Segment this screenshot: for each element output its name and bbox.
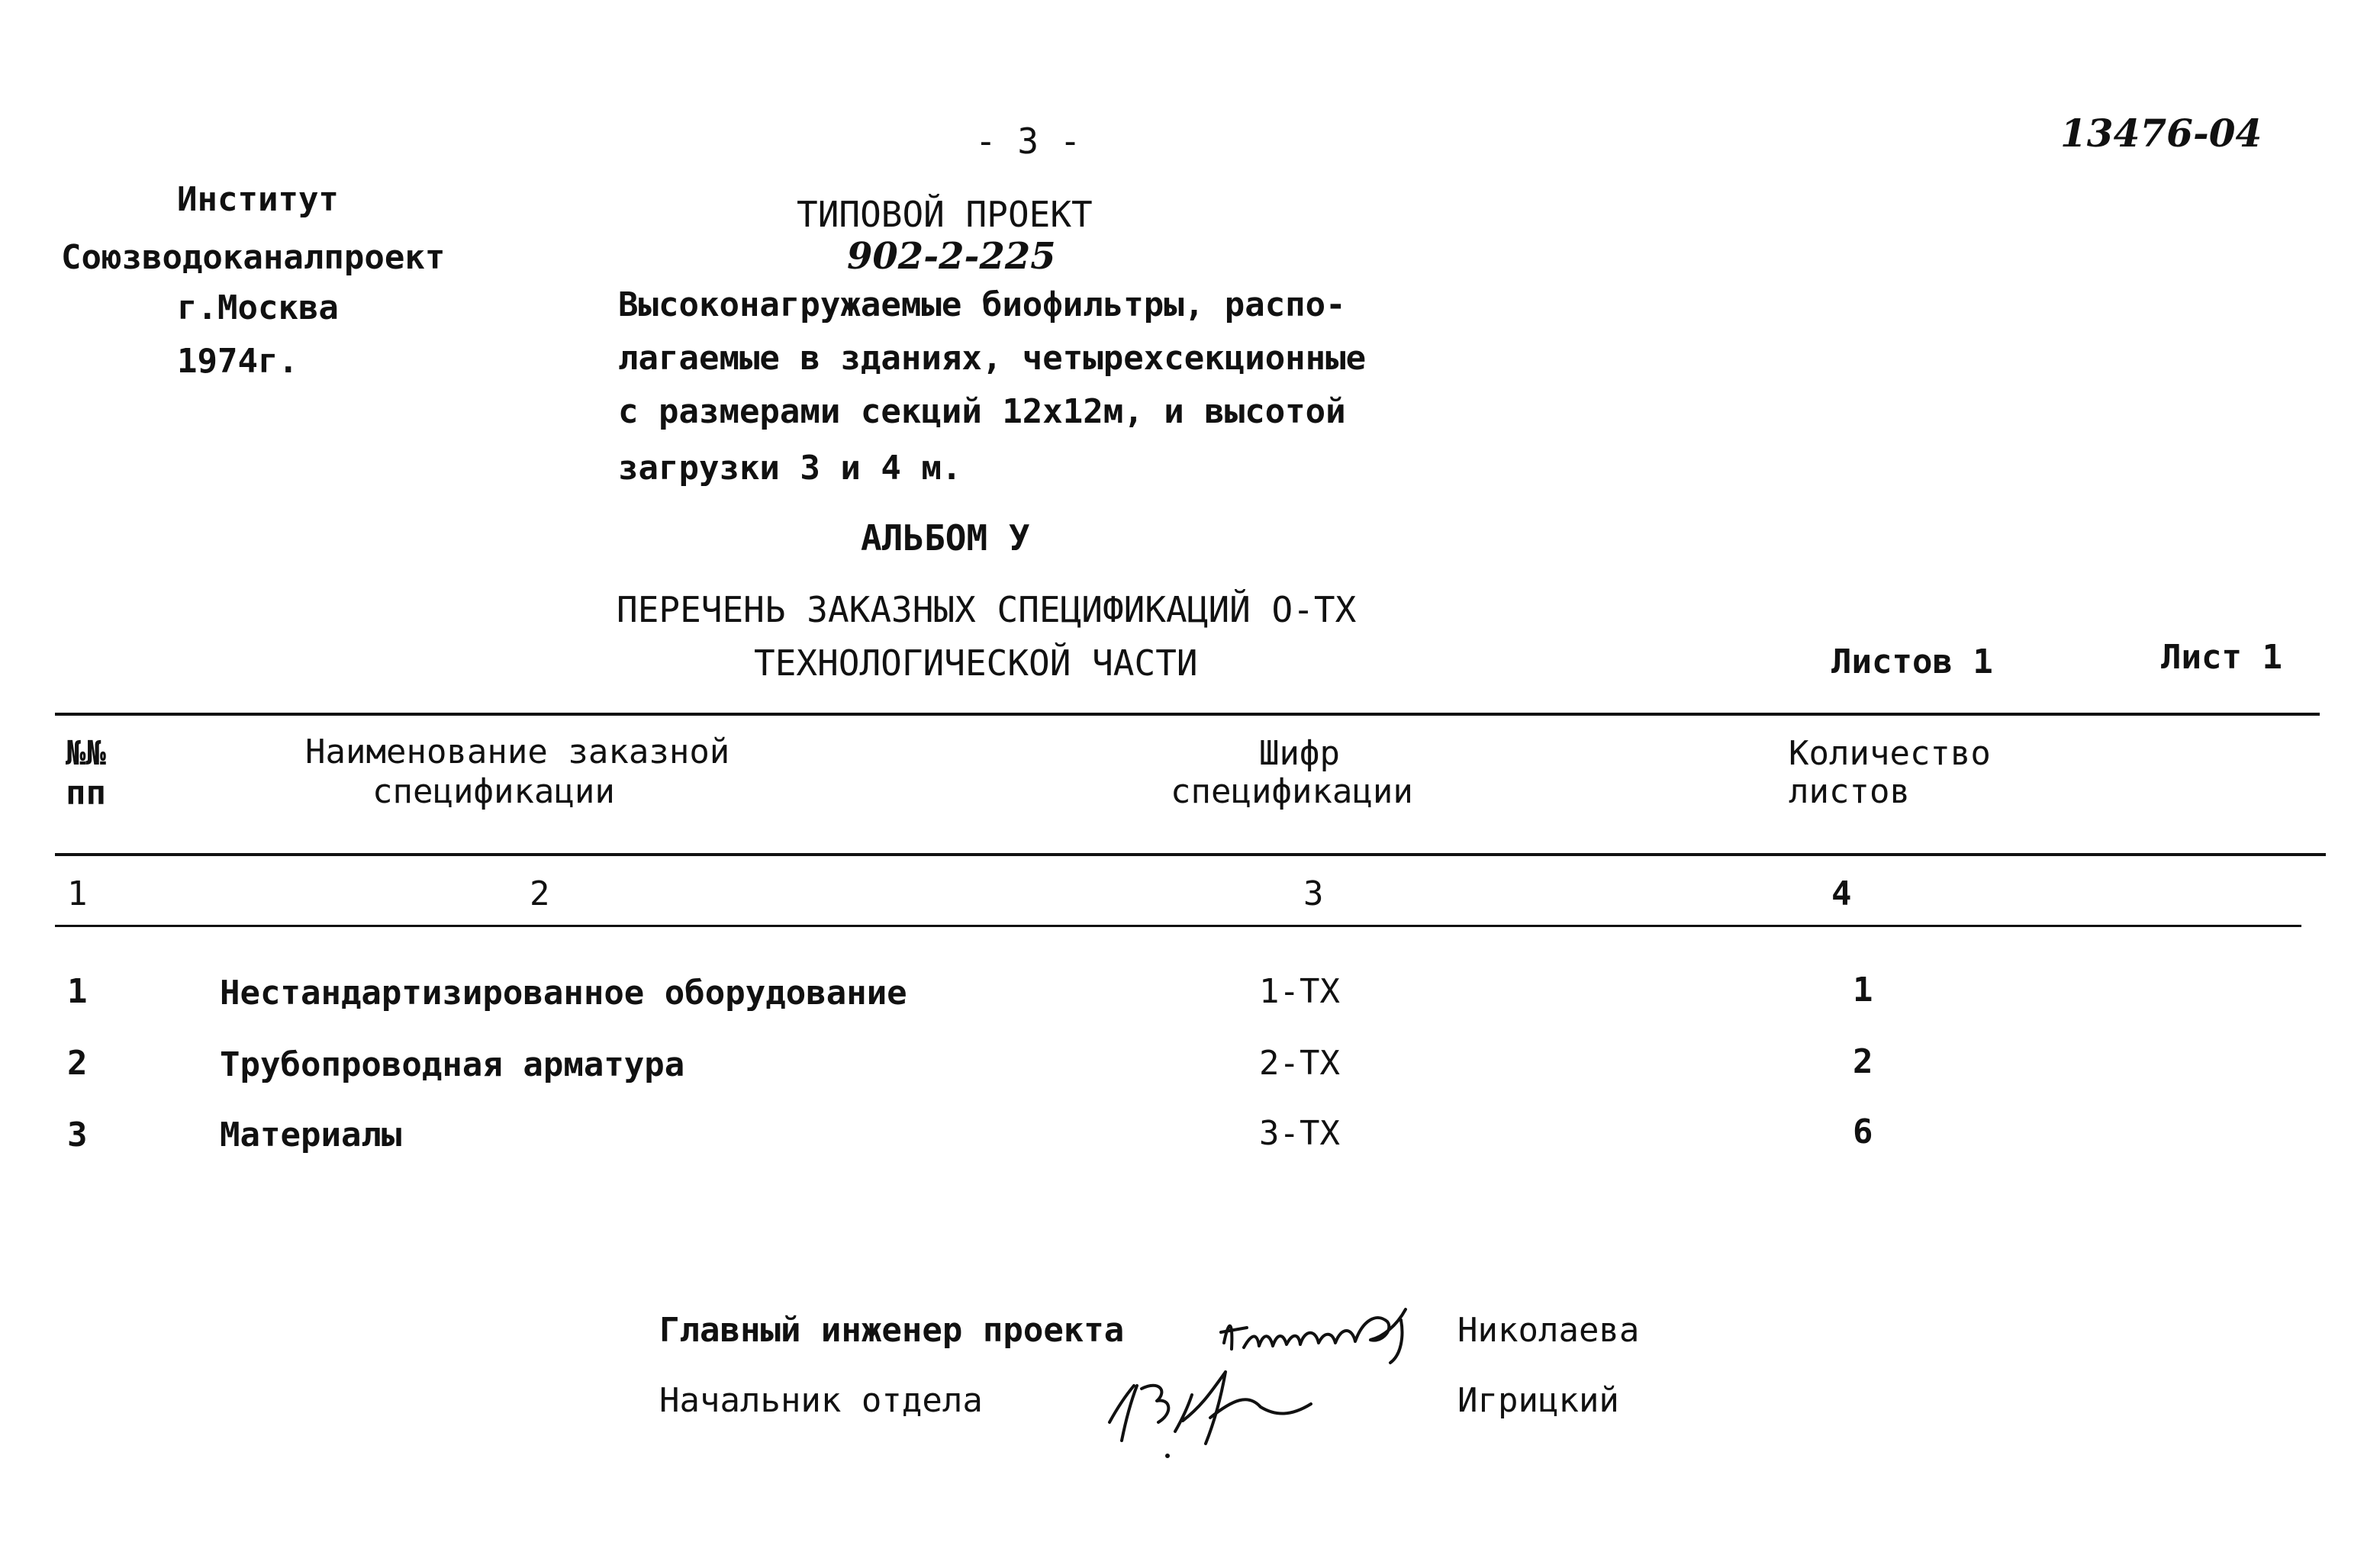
header-count-line-2: листов xyxy=(1789,772,1910,811)
department-head-name: Игрицкий xyxy=(1457,1381,1619,1420)
row-count: 6 xyxy=(1853,1112,1873,1151)
row-name: Материалы xyxy=(220,1116,402,1154)
row-count: 2 xyxy=(1853,1042,1873,1081)
list-title-line-1: ПЕРЕЧЕНЬ ЗАКАЗНЫХ СПЕЦИФИКАЦИЙ О-ТХ xyxy=(617,589,1357,630)
list-title-line-2: ТЕХНОЛОГИЧЕСКОЙ ЧАСТИ xyxy=(754,642,1198,684)
column-number: 2 xyxy=(530,874,550,913)
project-description-line-1: Высоконагружаемые биофильтры, распо- xyxy=(618,285,1346,324)
institute-name: Союзводоканалпроект xyxy=(61,238,446,277)
header-num-line-2: пп xyxy=(66,774,106,813)
project-description-line-3: с размерами секций 12х12м, и высотой xyxy=(618,392,1346,431)
row-name: Трубопроводная арматура xyxy=(220,1045,685,1084)
institute-label: Институт xyxy=(177,180,339,219)
institute-year: 1974г. xyxy=(177,342,298,381)
table-header-rule xyxy=(55,853,2326,856)
column-numbers-rule xyxy=(55,925,2301,927)
project-type-label: ТИПОВОЙ ПРОЕКТ xyxy=(797,194,1093,235)
header-count-line-1: Количество xyxy=(1789,734,1991,773)
header-name-line-1: Наименование заказной xyxy=(305,732,730,771)
chief-engineer-label: Главный инженер проекта xyxy=(659,1311,1125,1350)
row-count: 1 xyxy=(1853,971,1873,1009)
project-description-line-2: лагаемые в зданиях, четырехсекционные xyxy=(618,339,1367,378)
chief-engineer-name: Николаева xyxy=(1457,1311,1640,1350)
header-name-line-2: спецификации xyxy=(372,772,615,811)
institute-city: г.Москва xyxy=(177,288,339,327)
header-num-line-1: №№ xyxy=(66,734,106,773)
row-code: 1-ТХ xyxy=(1259,972,1340,1011)
project-number: 902-2-225 xyxy=(847,235,1056,278)
row-num: 3 xyxy=(67,1116,88,1154)
sheet-current: Лист 1 xyxy=(2161,638,2282,677)
column-number: 3 xyxy=(1303,874,1324,913)
header-code-line-1: Шифр xyxy=(1259,734,1340,773)
row-num: 1 xyxy=(67,972,88,1011)
row-code: 2-ТХ xyxy=(1259,1044,1340,1083)
archive-number: 13476-04 xyxy=(2060,111,2262,156)
row-code: 3-ТХ xyxy=(1259,1114,1340,1153)
header-code-line-2: спецификации xyxy=(1171,772,1413,811)
department-head-signature xyxy=(1091,1352,1351,1467)
department-head-label: Начальник отдела xyxy=(659,1381,983,1420)
project-description-line-4: загрузки 3 и 4 м. xyxy=(618,449,962,488)
album-label: АЛЬБОМ У xyxy=(861,517,1030,559)
row-num: 2 xyxy=(67,1044,88,1083)
row-name: Нестандартизированное оборудование xyxy=(220,974,907,1013)
page-number: - 3 - xyxy=(975,121,1081,162)
table-top-rule xyxy=(55,713,2320,716)
column-number: 4 xyxy=(1831,874,1852,913)
sheets-total: Листов 1 xyxy=(1831,642,1993,681)
column-number: 1 xyxy=(67,874,88,913)
